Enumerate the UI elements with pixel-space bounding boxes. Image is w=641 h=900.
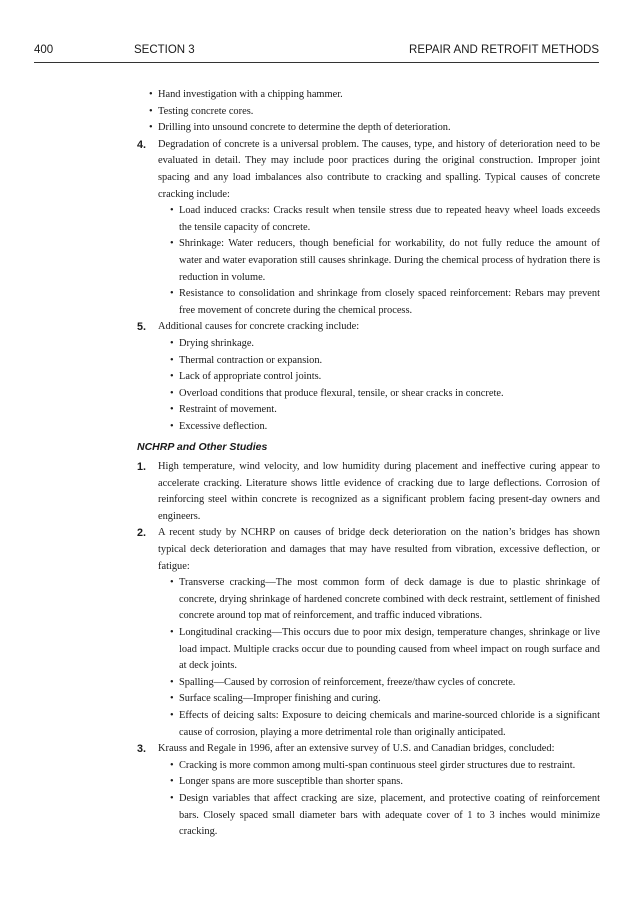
bullet-marker: • — [170, 776, 174, 788]
item-number: 4. — [137, 138, 147, 151]
sub-bullet-item — [158, 402, 600, 419]
bullet-text: Thermal contraction or expansion. — [179, 354, 323, 366]
bullet-marker: • — [170, 420, 174, 432]
sub-bullet-item — [158, 386, 600, 403]
sub-bullet-item — [158, 691, 600, 708]
sub-bullet-item — [158, 708, 600, 741]
bullet-text: Resistance to consolidation and shrinkage from closely spaced reinforcement: Rebars may prevent free movement of concrete during the chemical process. — [179, 288, 600, 316]
bullet-text: Drying shrinkage. — [179, 337, 255, 349]
intro-bullet-item — [137, 120, 600, 137]
sub-bullet-item — [158, 419, 600, 436]
bullet-marker: • — [170, 693, 174, 705]
bullet-text: Surface scaling—Improper finishing and curing. — [179, 693, 381, 705]
section-label: SECTION 3 — [134, 44, 195, 56]
bullet-text: Lack of appropriate control joints. — [179, 371, 322, 383]
bullet-text: Cracking is more common among multi-span continuous steel girder structures due to restraint. — [179, 759, 576, 771]
sub-bullet-item — [158, 625, 600, 675]
sub-bullet-item — [158, 774, 600, 791]
intro-bullet-item — [137, 104, 600, 121]
item-text: Additional causes for concrete cracking include: — [158, 321, 360, 333]
bullet-text: Effects of deicing salts: Exposure to deicing chemicals and marine-sourced chloride is a significant cause of corrosion, playing a more detrimental role than originally anticipated. — [179, 709, 600, 738]
item-text: High temperature, wind velocity, and low humidity during placement and ineffective curing appear to accelerate cracking. Literature shows little evidence of cracking due to large deflections. Corrosion of reinforcing steel within concrete is recognized as a significant problem facing present-day owners and engineers. — [158, 461, 600, 522]
bullet-marker: • — [170, 337, 174, 349]
sub-bullet-item — [158, 758, 600, 775]
bullet-text: Spalling—Caused by corrosion of reinforcement, freeze/thaw cycles of concrete. — [179, 676, 516, 688]
item-number: 3. — [137, 743, 147, 756]
item-number: 5. — [137, 321, 147, 334]
item-number: 2. — [137, 527, 147, 540]
bullet-text: Shrinkage: Water reducers, though beneficial for workability, do not fully reduce the amount of water and water evaporation still causes shrinkage. During the chemical process of hydration there is reduction in volume. — [179, 238, 600, 283]
bullet-marker: • — [149, 105, 153, 117]
bullet-marker: • — [170, 371, 174, 383]
sub-bullet-item — [158, 286, 600, 319]
sub-bullet-item — [158, 791, 600, 841]
bullet-marker: • — [170, 676, 174, 688]
numbered-item — [137, 459, 600, 525]
bullet-marker: • — [170, 404, 174, 416]
bullet-text: Load induced cracks: Cracks result when tensile stress due to repeated heavy wheel loads exceeds the tensile capacity of concrete. — [179, 205, 600, 233]
numbered-item — [137, 137, 600, 320]
running-title: REPAIR AND RETROFIT METHODS — [409, 44, 599, 56]
bullet-marker: • — [170, 205, 174, 217]
bullet-text: Restraint of movement. — [179, 404, 277, 416]
bullet-marker: • — [170, 354, 174, 366]
numbered-item — [137, 525, 600, 741]
bullet-marker: • — [170, 759, 174, 771]
item-text: Degradation of concrete is a universal problem. The causes, type, and history of deterioration need to be evaluated in detail. They may include poor practices during the original construction. Improper joint spacing and any load imbalances also contribute to cracking and spalling. Typical causes of concrete cracking include: — [158, 138, 600, 200]
item-number: 1. — [137, 461, 147, 474]
bullet-text: Excessive deflection. — [179, 420, 268, 432]
header-rule — [34, 62, 599, 63]
item-text: A recent study by NCHRP on causes of bridge deck deterioration on the nation’s bridges has shown typical deck deterioration and damages that may have resulted from vibration, excessive deflection, or fatigue: — [158, 527, 600, 572]
bullet-text: Hand investigation with a chipping hammer. — [158, 89, 343, 100]
sub-bullet-item — [158, 236, 600, 286]
numbered-item — [137, 741, 600, 841]
intro-bullet-item — [137, 87, 600, 104]
sub-bullet-item — [158, 369, 600, 386]
bullet-marker: • — [170, 792, 174, 804]
sub-bullet-item — [158, 336, 600, 353]
bullet-marker: • — [170, 627, 174, 638]
numbered-item — [137, 319, 600, 435]
sub-bullet-item — [158, 675, 600, 692]
bullet-text: Drilling into unsound concrete to determine the depth of deterioration. — [158, 122, 451, 134]
bullet-marker: • — [170, 288, 174, 300]
page-body — [137, 87, 600, 841]
bullet-marker: • — [149, 122, 153, 134]
bullet-marker: • — [170, 709, 174, 721]
sub-bullet-item — [158, 203, 600, 236]
bullet-text: Longer spans are more susceptible than shorter spans. — [179, 776, 403, 788]
bullet-marker: • — [170, 577, 174, 589]
item-text: Krauss and Regale in 1996, after an extensive survey of U.S. and Canadian bridges, concluded: — [158, 743, 555, 755]
bullet-marker: • — [149, 89, 153, 100]
bullet-text: Testing concrete cores. — [158, 105, 254, 117]
bullet-text: Overload conditions that produce flexural, tensile, or shear cracks in concrete. — [179, 387, 504, 399]
bullet-marker: • — [170, 238, 174, 250]
bullet-marker: • — [170, 387, 174, 399]
page-header — [34, 44, 599, 62]
bullet-text: Longitudinal cracking—This occurs due to poor mix design, temperature changes, shrinkage or live load impact. Multiple cracks occur due to pounding caused from wheel impact on rough surface and at deck joints. — [179, 627, 600, 672]
bullet-text: Design variables that affect cracking are size, placement, and protective coating of reinforcement bars. Closely spaced small diameter bars with adequate cover of 1 to 3 inches would minimize cracking. — [179, 792, 600, 838]
sub-bullet-item — [158, 353, 600, 370]
page-number: 400 — [34, 44, 54, 56]
sub-bullet-item — [158, 575, 600, 625]
bullet-text: Transverse cracking—The most common form of deck damage is due to plastic shrinkage of concrete, drying shrinkage of hardened concrete combined with deck restraint, settlement of finished concrete around top mat of reinforcement, and traffic induced vibrations. — [179, 577, 600, 622]
section-subheading: NCHRP and Other Studies — [137, 441, 268, 454]
